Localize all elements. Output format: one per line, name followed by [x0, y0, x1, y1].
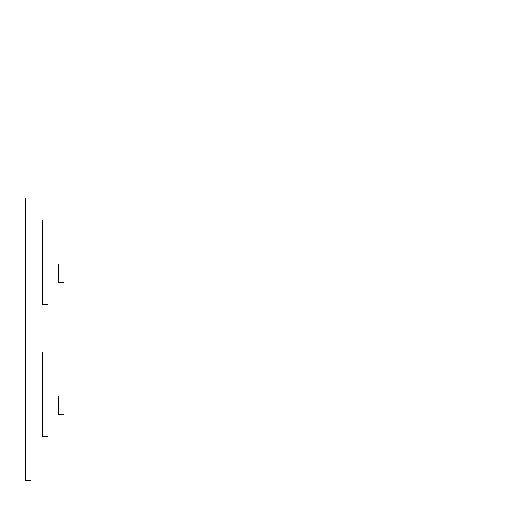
block-guide-hook [25, 480, 31, 481]
block-guide-hook [58, 414, 64, 415]
block-guide-line [42, 220, 43, 304]
block-guide-hook [42, 304, 48, 305]
block-guide-line [25, 198, 26, 480]
block-guide-hook [42, 436, 48, 437]
block-guide-line [58, 396, 59, 414]
block-guide-line [58, 264, 59, 282]
block-guide-line [42, 352, 43, 436]
block-guide-hook [58, 282, 64, 283]
